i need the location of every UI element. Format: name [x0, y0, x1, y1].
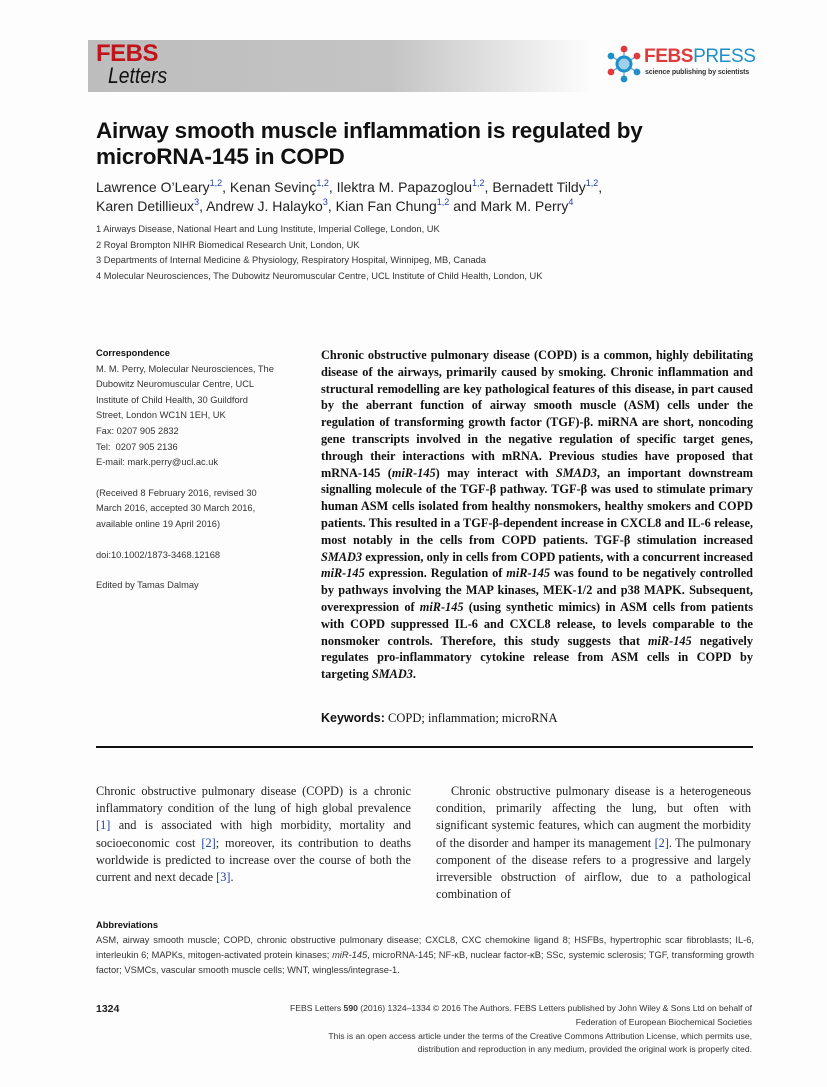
- author-affiliation-ref[interactable]: 3: [322, 197, 328, 207]
- abstract-segment: (using synthetic mimics) in ASM cells from patients with COPD suppressed IL-6 and CXCL8 release, to levels comparable to the nonsmoker controls. Therefore, this study suggests that: [321, 599, 753, 648]
- publisher-name-press: PRESS: [693, 46, 756, 67]
- license-line: This is an open access article under the terms of the Creative Commons Attribution License, which permits use,: [328, 1030, 752, 1041]
- author-affiliation-ref[interactable]: 1,2: [472, 178, 485, 188]
- correspondence-heading: Correspondence: [96, 348, 170, 358]
- abbreviation-text: , microRNA-145; NF-κB, nuclear factor-κB; SSc, systemic sclerosis; TGF, transforming growth factor; VSMCs, vascular smooth muscle cells; WNT, wingless/integrase-1.: [96, 950, 754, 975]
- correspondence-line: Institute of Child Health, 30 Guildford: [96, 394, 248, 405]
- citation-ref[interactable]: [2]: [201, 835, 216, 850]
- edited-by: Edited by Tamas Dalmay: [96, 580, 199, 591]
- keywords-label: Keywords:: [321, 711, 385, 725]
- abstract-segment: expression. Regulation of: [364, 566, 507, 581]
- abstract-segment: ) may interact with: [435, 465, 556, 480]
- article-title: Airway smooth muscle inflammation is regulated by microRNA-145 in COPD: [96, 118, 643, 169]
- page-number: 1324: [96, 1003, 120, 1015]
- author-affiliation-ref[interactable]: 1,2: [316, 178, 329, 188]
- body-text: and is associated with high morbidity, mortality and socioeconomic cost: [96, 818, 411, 850]
- abbreviation-text: ASM, airway smooth muscle; COPD, chronic obstructive pulmonary disease; CXCL8, CXC chemokine ligand 8; HSFBs, hypertrophic scar fibroblasts; IL-6, interleukin 6; MAPKs, mitogen-activated protein kinases;: [96, 935, 754, 960]
- doi-link[interactable]: doi:10.1002/1873-3468.12168: [96, 549, 221, 560]
- society-line: Federation of European Biochemical Societies: [575, 1016, 752, 1027]
- body-column-right: [436, 783, 751, 903]
- journal-logo-febs: FEBS: [96, 40, 159, 67]
- keywords: [321, 711, 557, 726]
- history-line: (Received 8 February 2016, revised 30: [96, 487, 257, 498]
- correspondence-line: M. M. Perry, Molecular Neurosciences, The: [96, 363, 274, 374]
- journal-logo-letters: Letters: [108, 63, 168, 88]
- keywords-values: COPD; inflammation; microRNA: [388, 711, 558, 725]
- citation-journal: FEBS Letters: [290, 1003, 344, 1013]
- abstract-segment: miR-145: [506, 566, 550, 581]
- author-affiliation-ref[interactable]: 1,2: [585, 178, 599, 188]
- author-name: Mark M. Perry: [480, 198, 569, 214]
- author-name: Bernadett Tildy: [492, 179, 586, 195]
- abbreviations-heading: Abbreviations: [96, 920, 158, 930]
- author-affiliation-ref[interactable]: 4: [568, 197, 574, 207]
- tel-number: Tel: 0207 905 2136: [96, 441, 178, 452]
- body-text: . The pulmonary component of the disease refers to a progressive and largely irreversible obstruction of airflow, due to a pathological combination of: [436, 835, 751, 902]
- article-sidebar: [96, 346, 311, 594]
- affiliation: 2 Royal Brompton NIHR Biomedical Research Unit, London, UK: [96, 239, 360, 250]
- author-affiliation-ref[interactable]: 1,2: [436, 197, 450, 207]
- fax-number: Fax: 0207 905 2832: [96, 425, 179, 436]
- abstract-segment: miR-145: [419, 599, 464, 614]
- correspondence-line: Dubowitz Neuromuscular Centre, UCL: [96, 379, 255, 390]
- abstract-text: [321, 347, 753, 683]
- author-name: Lawrence O’Leary: [96, 179, 210, 195]
- body-column-left: [96, 783, 411, 886]
- abstract-segment: expression, only in cells from COPD patients, with a concurrent increased: [362, 549, 753, 564]
- affiliation-list: [96, 222, 756, 284]
- author-affiliation-ref[interactable]: 3: [194, 197, 200, 207]
- abstract-segment: was found to be negatively controlled by pathways involving the MAP kinases, MEK-1/2 and p38 MAPK. Subsequent, overexpression of: [321, 566, 753, 614]
- abstract-segment: SMAD3: [371, 667, 413, 682]
- history-line: March 2016, accepted 30 March 2016,: [96, 503, 256, 514]
- license-line: distribution and reproduction in any medium, provided the original work is properly cited.: [417, 1044, 752, 1055]
- citation-line: [240, 1002, 752, 1016]
- citation-ref[interactable]: [1]: [96, 818, 111, 833]
- affiliation: 1 Airways Disease, National Heart and Lung Institute, Imperial College, London, UK: [96, 224, 440, 234]
- email-link[interactable]: E-mail: mark.perry@ucl.ac.uk: [96, 457, 219, 468]
- publisher-tagline: science publishing by scientists: [645, 69, 750, 76]
- author-name: Karen Detillieux: [96, 198, 195, 214]
- affiliation: 4 Molecular Neurosciences, The Dubowitz Neuromuscular Centre, UCL Institute of Child Health, London, UK: [96, 270, 543, 281]
- abstract-segment: miR-145: [647, 633, 692, 648]
- author-name: Ilektra M. Papazoglou: [336, 179, 473, 195]
- abstract-segment: Chronic obstructive pulmonary disease (COPD) is a common, highly debilitating disease of the airways, primarily caused by smoking. Chronic inflammation and structural remodelling are key pathological features of this disease, in part caused by the aberrant function of airway smooth muscle (ASM) cells under the regulation of transforming growth factor (TGF)-β. miRNA are short, noncoding gene transcripts involved in the negative regulation of specific target genes, through their interactions with mRNA. Previous studies have proposed that mRNA-145 (: [321, 348, 753, 480]
- author-name: Kian Fan Chung: [335, 198, 437, 214]
- citation-volume: 590: [343, 1003, 358, 1013]
- author-list: Lawrence O’Leary$^{1,2}$, Kenan Sevinç$^{1,2}$, Ilektra M. Papazoglou$^{1,2}$, Bernadett Tildy$^{1,2}$, Karen Detillieux$^3$, Andrew J. Halayko$^3$, Kian Fan Chung$^{1,2}$ and Mark M. Perry$^4$: [96, 178, 603, 214]
- body-text: Chronic obstructive pulmonary disease is a heterogeneous condition, primarily affecting the lung, but often with significant systemic features, which can augment the morbidity of the disorder and hamper its management: [436, 784, 751, 850]
- body-text: Chronic obstructive pulmonary disease (COPD) is a chronic inflammatory condition of the lung of high global prevalence: [96, 784, 411, 816]
- author-affiliation-ref[interactable]: 1,2: [209, 178, 223, 188]
- abbreviations-text: [96, 933, 754, 978]
- abstract-segment: .: [412, 667, 416, 682]
- history-line: available online 19 April 2016): [96, 518, 221, 529]
- citation-ref[interactable]: [2]: [654, 835, 669, 850]
- publisher-name-febs: FEBS: [644, 46, 694, 67]
- abstract-segment: miR-145: [321, 566, 365, 581]
- citation-rest: (2016) 1324–1334 © 2016 The Authors. FEBS Letters published by John Wiley & Sons Ltd on behalf of: [357, 1003, 752, 1013]
- body-text: ; moreover, its contribution to deaths worldwide is predicted to increase over the course of both the current and next decade: [96, 835, 411, 885]
- body-text: .: [230, 870, 234, 885]
- affiliation: 3 Departments of Internal Medicine & Physiology, Respiratory Hospital, Winnipeg, MB, Canada: [96, 255, 486, 265]
- author-name: Kenan Sevinç: [229, 179, 317, 195]
- febs-press-logo[interactable]: [604, 44, 764, 86]
- abstract-segment: SMAD3: [555, 465, 597, 480]
- correspondence-line: Street, London WC1N 1EH, UK: [96, 410, 226, 421]
- abstract-segment: miR-145: [391, 465, 436, 480]
- febs-press-molecule-icon: [604, 44, 644, 84]
- abstract-segment: , an important downstream signalling molecule of the TGF-β pathway. TGF-β was used to stimulate primary human ASM cells isolated from healthy nonsmokers, healthy smokers and COPD patients. This resulted in a TGF-β-dependent increase in CXCL8 and IL-6 release, most notably in the cells from COPD patients. TGF-β stimulation increased: [321, 465, 753, 547]
- author-name: Andrew J. Halayko: [206, 198, 323, 214]
- abstract-segment: SMAD3: [321, 549, 363, 564]
- abstract-segment: negatively regulates pro-inflammatory cytokine release from ASM cells in COPD by targeting: [321, 633, 753, 682]
- citation-ref[interactable]: [3]: [216, 870, 231, 885]
- abbreviation-text: miR-145: [332, 950, 368, 960]
- section-divider: [96, 746, 753, 748]
- abbreviations-block: [96, 918, 754, 978]
- publisher-name: [644, 47, 756, 67]
- footer-citation: [240, 1002, 752, 1057]
